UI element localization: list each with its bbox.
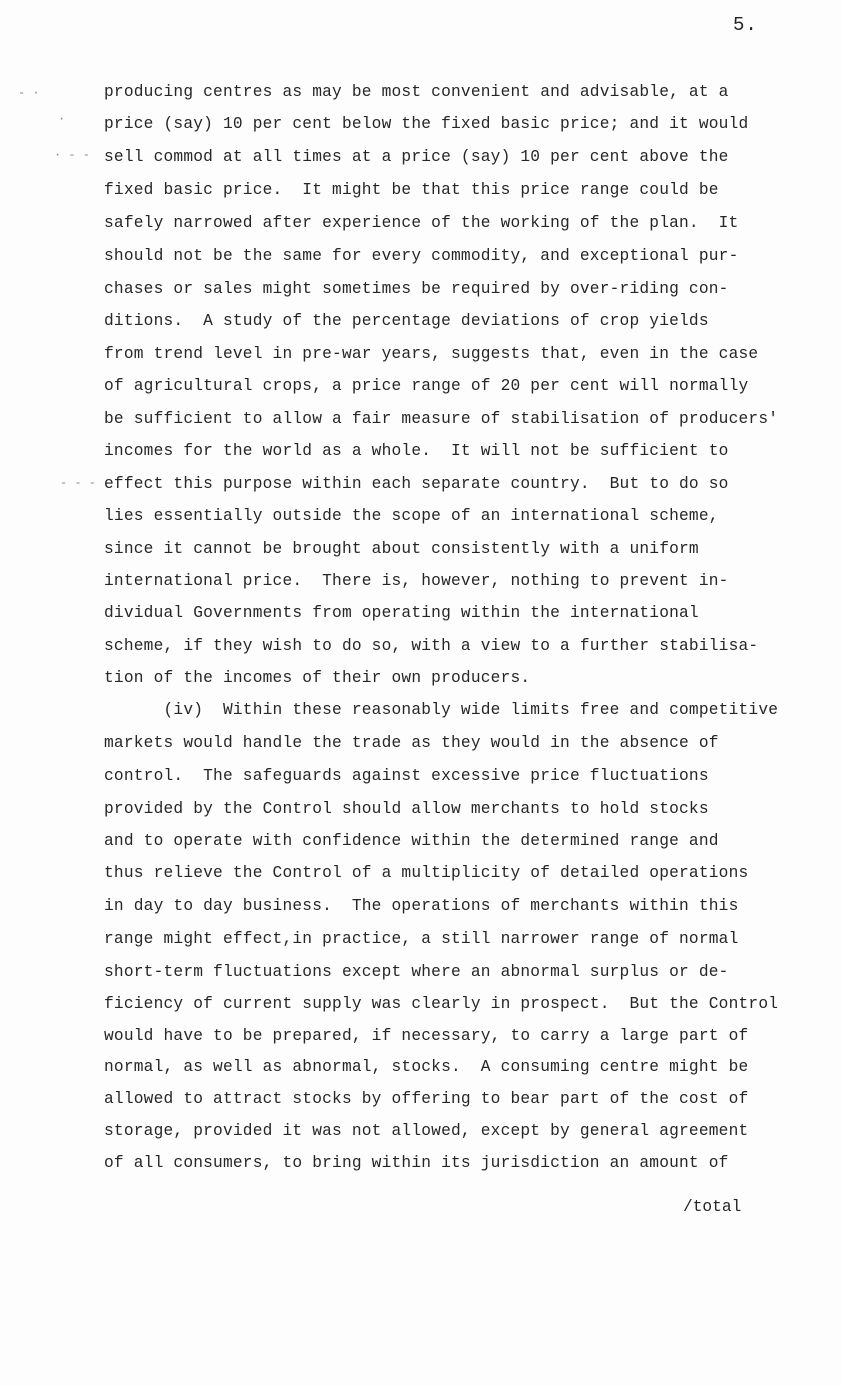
text-line: incomes for the world as a whole. It will not be sufficient to bbox=[104, 442, 729, 460]
text-line: effect this purpose within each separate country. But to do so bbox=[104, 475, 729, 493]
text-line: of agricultural crops, a price range of 20 per cent will normally bbox=[104, 377, 749, 395]
text-line: from trend level in pre-war years, suggests that, even in the case bbox=[104, 345, 759, 363]
text-line: normal, as well as abnormal, stocks. A consuming centre might be bbox=[104, 1058, 749, 1076]
text-line: storage, provided it was not allowed, except by general agreement bbox=[104, 1122, 749, 1140]
text-line: since it cannot be brought about consistently with a uniform bbox=[104, 540, 699, 558]
text-line: ficiency of current supply was clearly in prospect. But the Control bbox=[104, 995, 779, 1013]
text-line: price (say) 10 per cent below the fixed basic price; and it would bbox=[104, 115, 749, 133]
continuation-catchword: /total bbox=[683, 1198, 742, 1216]
text-line: be sufficient to allow a fair measure of stabilisation of producers' bbox=[104, 410, 779, 428]
text-line: allowed to attract stocks by offering to bear part of the cost of bbox=[104, 1090, 749, 1108]
text-line: sell commod at all times at a price (say) 10 per cent above the bbox=[104, 148, 729, 166]
text-line: producing centres as may be most convenient and advisable, at a bbox=[104, 83, 729, 101]
margin-mark: - · bbox=[18, 86, 40, 100]
text-line: ditions. A study of the percentage deviations of crop yields bbox=[104, 312, 709, 330]
text-line: dividual Governments from operating within the international bbox=[104, 604, 699, 622]
text-line: control. The safeguards against excessive price fluctuations bbox=[104, 767, 709, 785]
text-line: safely narrowed after experience of the working of the plan. It bbox=[104, 214, 739, 232]
margin-mark: · - - bbox=[54, 148, 91, 162]
text-line: of all consumers, to bring within its jurisdiction an amount of bbox=[104, 1154, 729, 1172]
text-line: scheme, if they wish to do so, with a view to a further stabilisa- bbox=[104, 637, 759, 655]
text-line: international price. There is, however, nothing to prevent in- bbox=[104, 572, 729, 590]
text-line: and to operate with confidence within the determined range and bbox=[104, 832, 719, 850]
page-number: 5. bbox=[733, 14, 758, 36]
text-line: should not be the same for every commodity, and exceptional pur- bbox=[104, 247, 739, 265]
text-line: fixed basic price. It might be that this price range could be bbox=[104, 181, 719, 199]
text-line: range might effect,in practice, a still narrower range of normal bbox=[104, 930, 739, 948]
text-line: chases or sales might sometimes be required by over-riding con- bbox=[104, 280, 729, 298]
text-line: tion of the incomes of their own producers. bbox=[104, 669, 531, 687]
text-line: lies essentially outside the scope of an international scheme, bbox=[104, 507, 719, 525]
text-line: thus relieve the Control of a multiplicity of detailed operations bbox=[104, 864, 749, 882]
margin-mark: · bbox=[58, 112, 66, 126]
text-line: provided by the Control should allow merchants to hold stocks bbox=[104, 800, 709, 818]
margin-mark: - - - - bbox=[60, 476, 111, 490]
text-line: in day to day business. The operations of merchants within this bbox=[104, 897, 739, 915]
text-line: short-term fluctuations except where an abnormal surplus or de- bbox=[104, 963, 729, 981]
text-line: markets would handle the trade as they would in the absence of bbox=[104, 734, 719, 752]
text-line: would have to be prepared, if necessary, to carry a large part of bbox=[104, 1027, 749, 1045]
text-line: (iv) Within these reasonably wide limits free and competitive bbox=[104, 701, 779, 719]
